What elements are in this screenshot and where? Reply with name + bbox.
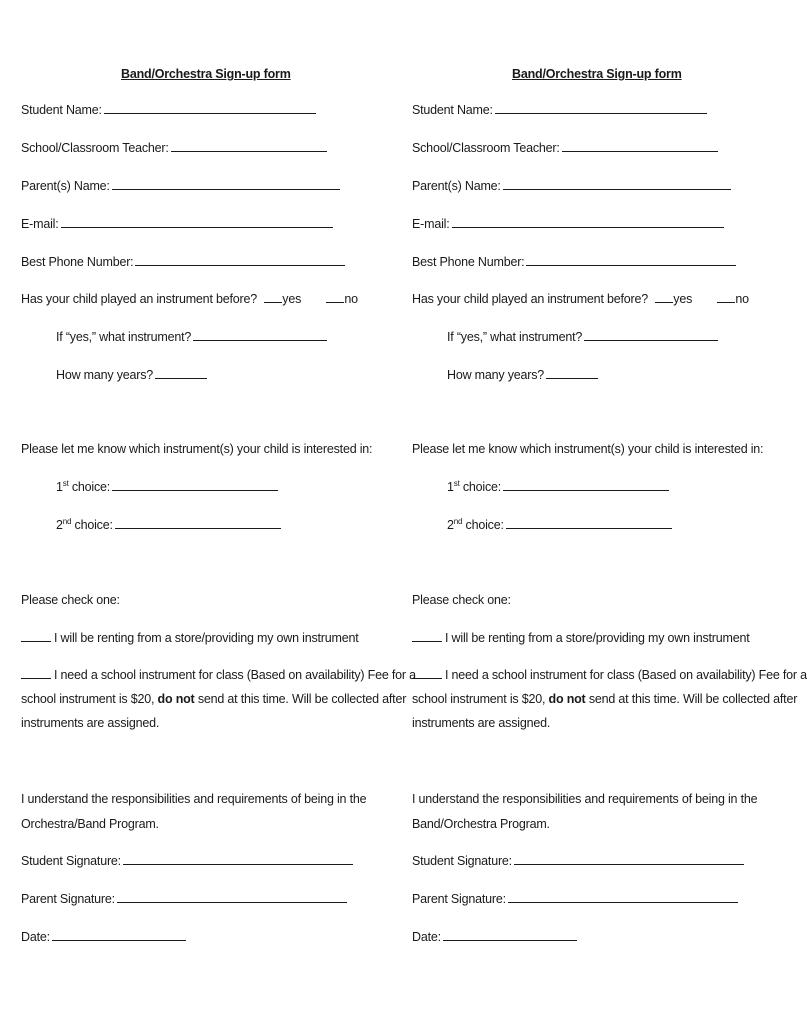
which-instrument-row — [56, 329, 327, 345]
responsibility-line2: Band/Orchestra Program. — [412, 817, 550, 831]
option-school-row — [412, 667, 807, 683]
second-choice-label: choice: — [465, 518, 504, 532]
check-one-label: Please check one: — [412, 593, 511, 607]
parent-signature-row — [412, 891, 738, 907]
teacher-row — [21, 140, 327, 156]
parent-name-row — [21, 178, 340, 194]
option-rent-checkbox[interactable] — [412, 630, 442, 642]
first-choice-label: choice: — [71, 480, 111, 494]
yes-blank[interactable] — [655, 291, 673, 303]
interest-prompt: Please let me know which instrument(s) your child is interested in: — [21, 442, 373, 456]
email-field[interactable] — [452, 216, 724, 228]
years-label: How many years? — [56, 368, 154, 382]
parent-signature-field[interactable] — [117, 891, 347, 903]
phone-row — [412, 254, 736, 270]
option-school-row — [21, 667, 416, 683]
second-choice-suffix: nd — [62, 517, 72, 526]
parent-signature-label: Parent Signature: — [21, 892, 115, 906]
first-choice-label: choice: — [462, 480, 502, 494]
student-signature-field[interactable] — [123, 853, 353, 865]
parent-name-label: Parent(s) Name: — [412, 179, 501, 193]
date-row — [21, 929, 186, 945]
years-row — [447, 367, 598, 383]
email-field[interactable] — [61, 216, 333, 228]
played-before-question: Has your child played an instrument before? — [21, 292, 257, 306]
no-blank[interactable] — [717, 291, 735, 303]
first-choice-row — [447, 479, 669, 495]
years-field[interactable] — [155, 367, 207, 379]
parent-name-row — [412, 178, 731, 194]
option-school-line2-bold: do not — [548, 692, 586, 706]
responsibility-line1: I understand the responsibilities and requirements of being in the — [412, 792, 758, 806]
signup-form-right — [412, 0, 807, 1024]
option-school-line1: I need a school instrument for class (Based on availability) Fee for a — [54, 668, 416, 682]
check-one-label: Please check one: — [21, 593, 120, 607]
played-before-row — [21, 291, 358, 307]
email-label: E-mail: — [21, 217, 59, 231]
played-before-row — [412, 291, 749, 307]
phone-row — [21, 254, 345, 270]
second-choice-row — [56, 517, 281, 533]
played-before-question: Has your child played an instrument before? — [412, 292, 648, 306]
student-signature-row — [412, 853, 744, 869]
second-choice-suffix: nd — [453, 517, 463, 526]
date-row — [412, 929, 577, 945]
parent-signature-label: Parent Signature: — [412, 892, 506, 906]
option-school-checkbox[interactable] — [21, 667, 51, 679]
second-choice-field[interactable] — [115, 517, 281, 529]
option-school-line2-pre: school instrument is $20, — [21, 692, 155, 706]
teacher-label: School/Classroom Teacher: — [412, 141, 560, 155]
date-label: Date: — [412, 930, 441, 944]
no-blank[interactable] — [326, 291, 344, 303]
email-row — [21, 216, 333, 232]
which-instrument-field[interactable] — [193, 329, 327, 341]
first-choice-number: 1 — [56, 480, 63, 494]
date-field[interactable] — [443, 929, 577, 941]
option-school-line2 — [21, 691, 406, 707]
form-title: Band/Orchestra Sign-up form — [512, 67, 682, 81]
option-rent-row — [21, 630, 359, 646]
first-choice-number: 1 — [447, 480, 454, 494]
teacher-label: School/Classroom Teacher: — [21, 141, 169, 155]
first-choice-suffix: st — [62, 479, 69, 488]
second-choice-label: choice: — [74, 518, 113, 532]
student-name-label: Student Name: — [412, 103, 493, 117]
option-rent-row — [412, 630, 750, 646]
no-option-label: no — [735, 292, 749, 306]
second-choice-number: 2 — [56, 518, 63, 532]
first-choice-suffix: st — [453, 479, 460, 488]
date-label: Date: — [21, 930, 50, 944]
option-school-line2-post: send at this time. Will be collected after — [197, 692, 407, 706]
student-name-label: Student Name: — [21, 103, 102, 117]
interest-prompt: Please let me know which instrument(s) your child is interested in: — [412, 442, 764, 456]
second-choice-field[interactable] — [506, 517, 672, 529]
option-rent-label: I will be renting from a store/providing my own instrument — [445, 631, 750, 645]
date-field[interactable] — [52, 929, 186, 941]
option-school-line2 — [412, 691, 797, 707]
responsibility-line1: I understand the responsibilities and requirements of being in the — [21, 792, 367, 806]
parent-signature-row — [21, 891, 347, 907]
student-signature-row — [21, 853, 353, 869]
phone-field[interactable] — [135, 254, 345, 266]
first-choice-field[interactable] — [112, 479, 278, 491]
option-school-line2-post: send at this time. Will be collected after — [588, 692, 798, 706]
teacher-row — [412, 140, 718, 156]
option-rent-checkbox[interactable] — [21, 630, 51, 642]
student-name-field[interactable] — [104, 102, 316, 114]
no-option-label: no — [344, 292, 358, 306]
second-choice-number: 2 — [447, 518, 454, 532]
phone-label: Best Phone Number: — [21, 255, 134, 269]
which-instrument-field[interactable] — [584, 329, 718, 341]
student-name-field[interactable] — [495, 102, 707, 114]
years-field[interactable] — [546, 367, 598, 379]
first-choice-row — [56, 479, 278, 495]
yes-option-label: yes — [673, 292, 693, 306]
email-label: E-mail: — [412, 217, 450, 231]
student-name-row — [412, 102, 707, 118]
yes-blank[interactable] — [264, 291, 282, 303]
option-school-line3: instruments are assigned. — [21, 716, 160, 730]
form-title: Band/Orchestra Sign-up form — [121, 67, 291, 81]
responsibility-line2: Orchestra/Band Program. — [21, 817, 159, 831]
parent-name-label: Parent(s) Name: — [21, 179, 110, 193]
second-choice-row — [447, 517, 672, 533]
phone-label: Best Phone Number: — [412, 255, 525, 269]
student-signature-field[interactable] — [514, 853, 744, 865]
phone-field[interactable] — [526, 254, 736, 266]
option-school-line1: I need a school instrument for class (Based on availability) Fee for a — [445, 668, 807, 682]
student-name-row — [21, 102, 316, 118]
which-instrument-label: If “yes,” what instrument? — [447, 330, 583, 344]
first-choice-field[interactable] — [503, 479, 669, 491]
parent-name-field[interactable] — [112, 178, 340, 190]
parent-name-field[interactable] — [503, 178, 731, 190]
email-row — [412, 216, 724, 232]
which-instrument-label: If “yes,” what instrument? — [56, 330, 192, 344]
student-signature-label: Student Signature: — [21, 854, 121, 868]
option-school-checkbox[interactable] — [412, 667, 442, 679]
teacher-field[interactable] — [171, 140, 327, 152]
option-school-line2-pre: school instrument is $20, — [412, 692, 546, 706]
years-row — [56, 367, 207, 383]
signup-form-left — [21, 0, 416, 1024]
student-signature-label: Student Signature: — [412, 854, 512, 868]
which-instrument-row — [447, 329, 718, 345]
parent-signature-field[interactable] — [508, 891, 738, 903]
teacher-field[interactable] — [562, 140, 718, 152]
option-rent-label: I will be renting from a store/providing my own instrument — [54, 631, 359, 645]
option-school-line2-bold: do not — [157, 692, 195, 706]
years-label: How many years? — [447, 368, 545, 382]
yes-option-label: yes — [282, 292, 302, 306]
option-school-line3: instruments are assigned. — [412, 716, 551, 730]
